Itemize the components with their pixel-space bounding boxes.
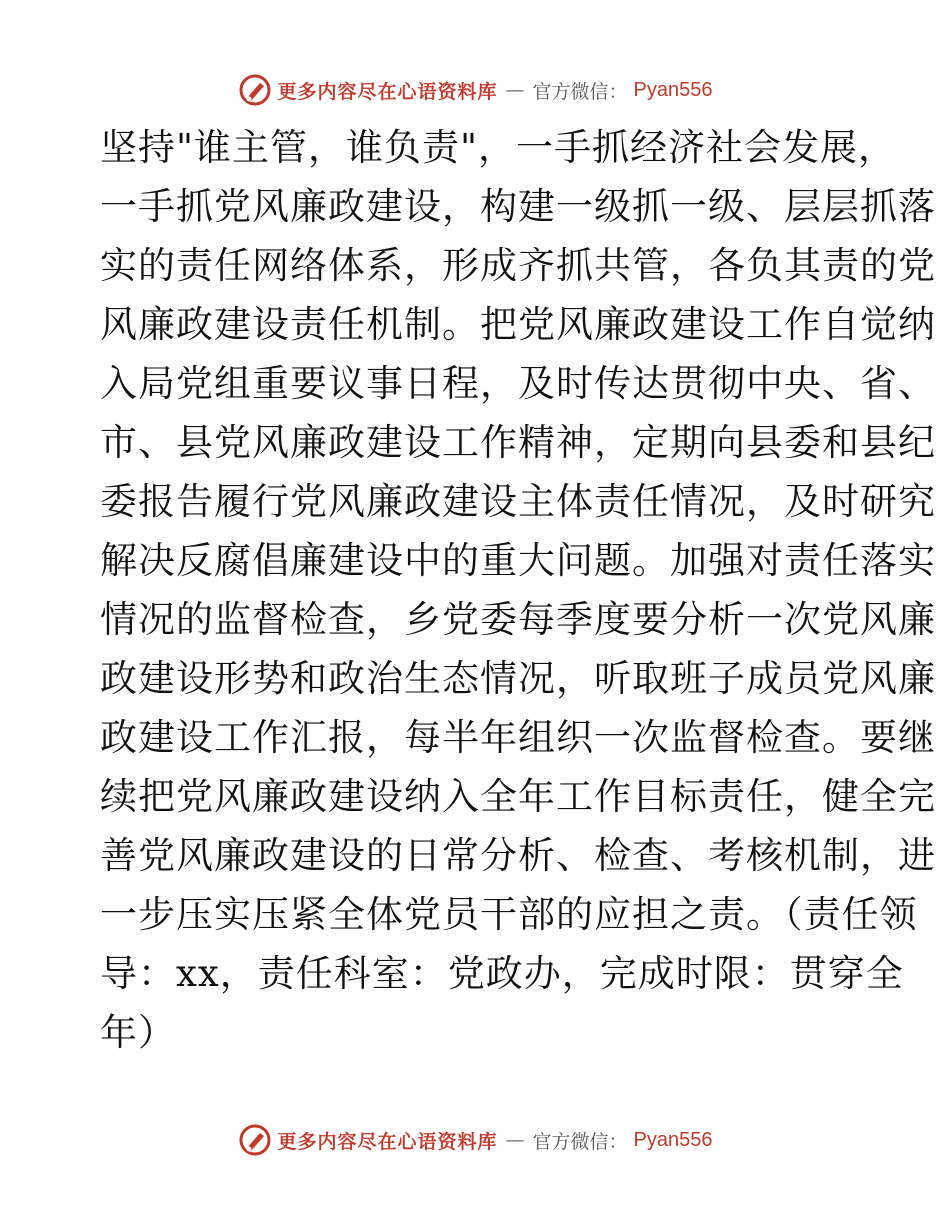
header-banner [0,70,950,110]
body-line: 委报告履行党风廉政建设主体责任情况，及时研究 [100,480,936,523]
wechat-label: 官方微信： [532,1130,628,1153]
body-line: 政建设形势和政治生态情况，听取班子成员党风廉 [100,657,936,700]
body-line: 实的责任网络体系，形成齐抓共管，各负其责的党 [100,244,936,287]
body-line: 解决反腐倡廉建设中的重大问题。加强对责任落实 [100,539,936,582]
body-line: 续把党风廉政建设纳入全年工作目标责任，健全完 [100,775,936,818]
body-line: 情况的监督检查，乡党委每季度要分析一次党风廉 [100,598,936,641]
footer-banner [0,1120,950,1160]
body-line: 政建设工作汇报，每半年组织一次监督检查。要继 [100,716,936,759]
wechat-id: Pyan556 [633,1128,713,1151]
body-line: 入局党组重要议事日程，及时传达贯彻中央、省、 [100,362,936,405]
body-line: 市、县党风廉政建设工作精神，定期向县委和县纪 [100,421,936,464]
wechat-label: 官方微信： [532,80,628,103]
banner-separator: — [505,1129,525,1151]
pen-logo-icon [238,73,272,107]
body-line: 年） [100,1011,176,1054]
body-line: 风廉政建设责任机制。把党风廉政建设工作自觉纳 [100,303,936,346]
wechat-id: Pyan556 [633,78,713,101]
body-line: 一手抓党风廉政建设，构建一级抓一级、层层抓落 [100,185,936,228]
pen-logo-icon [238,1123,272,1157]
body-line: 坚持"谁主管，谁负责"，一手抓经济社会发展， [100,126,897,169]
body-line: 善党风廉政建设的日常分析、检查、考核机制，进 [100,834,936,877]
banner-separator: — [505,79,525,101]
body-line: 导：xx，责任科室：党政办，完成时限：贯穿全 [100,952,904,995]
banner-slogan: 更多内容尽在心语资料库 [277,80,498,103]
body-line: 一步压实压紧全体党员干部的应担之责。（责任领 [100,893,918,936]
banner-slogan: 更多内容尽在心语资料库 [277,1130,498,1153]
